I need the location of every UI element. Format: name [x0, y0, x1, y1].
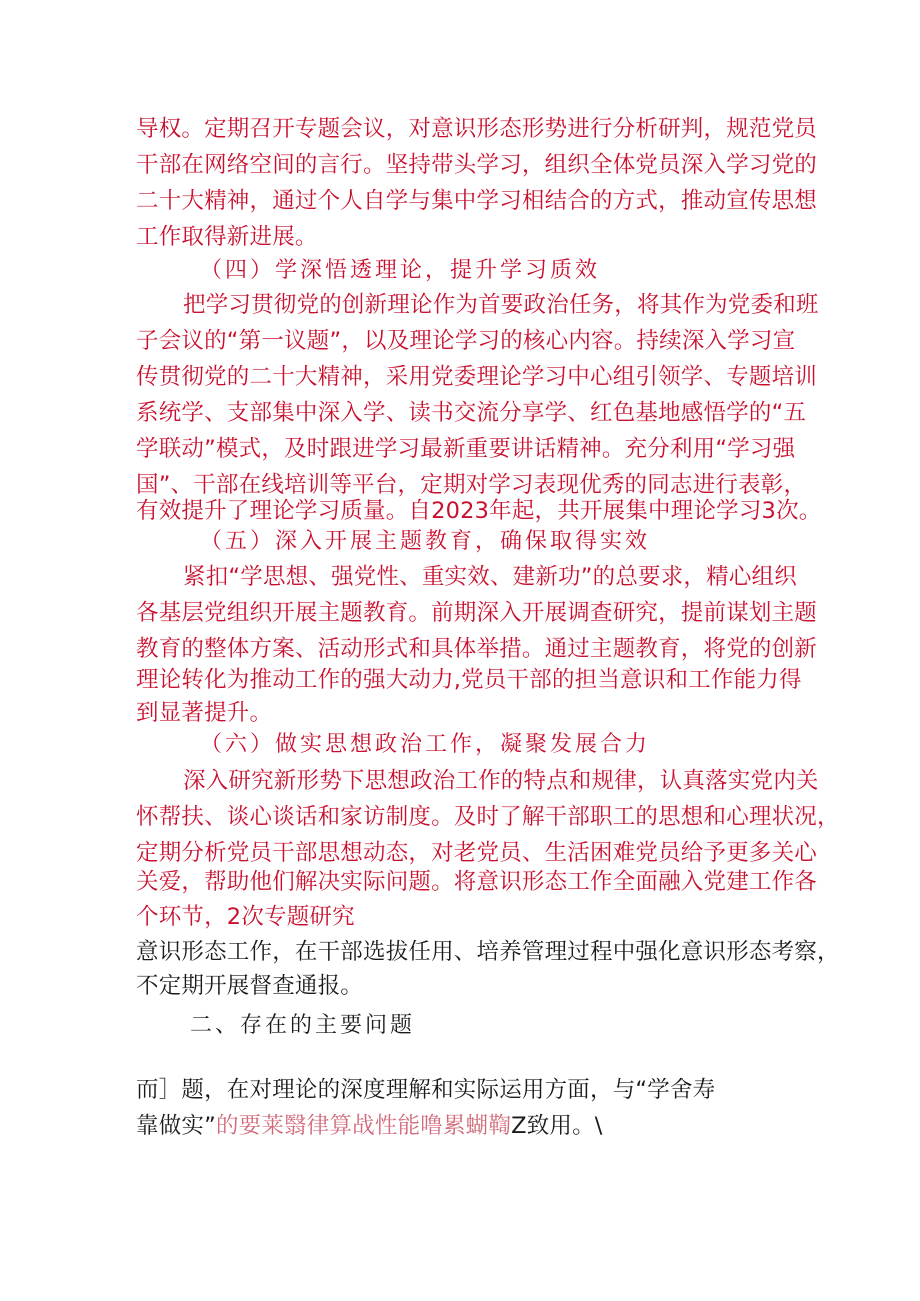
paragraph-line: 意识形态工作，在干部选拔任用、培养管理过程中强化意识形态考察，: [136, 939, 840, 965]
paragraph-line: 传贯彻党的二十大精神，采用党委理论学习中心组引领学、专题培训: [136, 364, 818, 390]
text-run: 靠做实”: [136, 1113, 216, 1139]
paragraph-line: 学联动”模式，及时跟进学习最新重要讲话精神。充分利用“学习强: [136, 436, 796, 462]
paragraph-line: 国”、干部在线培训等平台，定期对学习表现优秀的同志进行表彰，: [136, 472, 807, 498]
paragraph-line: 有效提升了理论学习质量。自2023年起，共开展集中理论学习3次。: [136, 498, 822, 524]
paragraph-line: 二十大精神，通过个人自学与集中学习相结合的方式，推动宣传思想: [136, 188, 818, 214]
paragraph-line: 个环节，2次专题研究: [136, 904, 355, 930]
paragraph-line: 关爱，帮助他们解决实际问题。将意识形态工作全面融入党建工作各: [136, 869, 818, 895]
paragraph-line: 工作取得新进展。: [136, 224, 318, 250]
paragraph-line: 深入研究新形势下思想政治工作的特点和规律，认真落实党内关: [183, 768, 819, 794]
section-heading-4: （四）学深悟透理论，提升学习质效: [200, 258, 601, 283]
section-heading-5: （五）深入开展主题教育，确保取得实效: [200, 529, 651, 554]
paragraph-line: 怀帮扶、谈心谈话和家访制度。及时了解干部职工的思想和心理状况，: [136, 804, 840, 830]
paragraph-line: 紧扣“学思想、强党性、重实效、建新功”的总要求，精心组织: [183, 564, 797, 590]
paragraph-line-mixed: [136, 1110, 603, 1142]
paragraph-line: 而］题，在对理论的深度理解和实际运用方面，与“学舍寿: [136, 1077, 716, 1103]
paragraph-line: 干部在网络空间的言行。坚持带头学习，组织全体党员深入学习党的: [136, 152, 818, 178]
paragraph-line: 到显著提升。: [136, 700, 273, 726]
section-heading-problems: 二、存在的主要问题: [190, 1013, 416, 1038]
paragraph-line: 导权。定期召开专题会议，对意识形态形势进行分析研判，规范党员: [136, 116, 818, 142]
faded-text-run: 的要莱翳律算战性能噜累蝴鞫: [215, 1113, 512, 1139]
text-run: Z致用。\: [511, 1113, 603, 1139]
paragraph-line: 定期分析党员干部思想动态，对老党员、生活困难党员给予更多关心: [136, 840, 818, 866]
paragraph-line: 理论转化为推动工作的强大动力,党员干部的担当意识和工作能力得: [136, 667, 802, 693]
paragraph-line: 各基层党组织开展主题教育。前期深入开展调查研究，提前谋划主题: [136, 600, 818, 626]
paragraph-line: 教育的整体方案、活动形式和具体举措。通过主题教育，将党的创新: [136, 636, 818, 662]
section-heading-6: （六）做实思想政治工作，凝聚发展合力: [200, 732, 651, 757]
paragraph-line: 把学习贯彻党的创新理论作为首要政治任务，将其作为党委和班: [183, 292, 819, 318]
paragraph-line: 不定期开展督查通报。: [136, 973, 364, 999]
paragraph-line: 系统学、支部集中深入学、读书交流分享学、红色基地感悟学的“五: [136, 400, 807, 426]
paragraph-line: 子会议的“第一议题”，以及理论学习的核心内容。持续深入学习宣: [136, 328, 796, 354]
